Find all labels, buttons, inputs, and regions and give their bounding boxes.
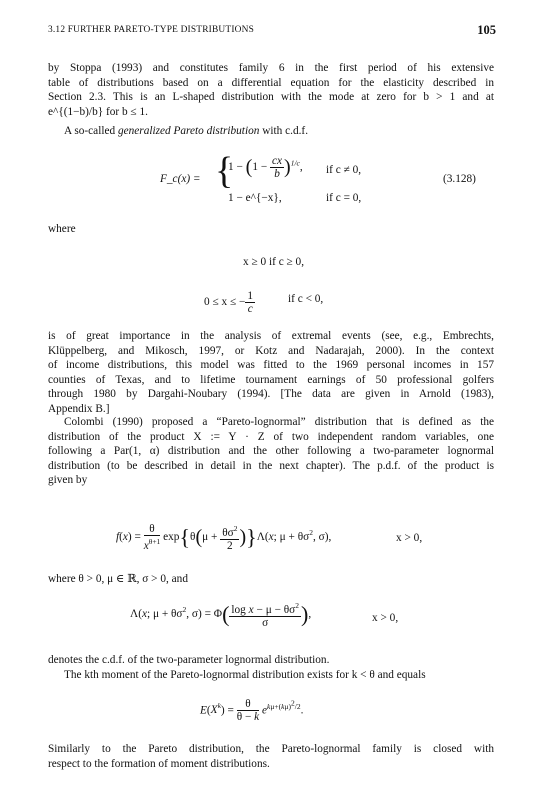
text-line: Similarly to the Pareto distribution, the Pareto-lognormal family is closed with	[48, 743, 494, 755]
text-line: Klüppelberg, and Mikosch, 1997, or Kotz and Nadarajah, 2000). In the context	[48, 344, 494, 357]
paragraph-8	[48, 742, 494, 771]
equation-case-1-condition: if c ≠ 0,	[326, 164, 362, 176]
text-line: e^{(1−b)/b} for b ≤ 1.	[48, 105, 148, 118]
text-line: given by	[48, 474, 88, 487]
text-line: table of distributions based on a differential equation for the elasticity described in	[48, 76, 494, 89]
paragraph-4	[48, 415, 494, 488]
text-line: Appendix B.]	[48, 402, 110, 415]
equation-case-2-condition: if c = 0,	[326, 192, 362, 204]
text-line: Colombi (1990) proposed a “Pareto-lognormal” distribution that is defined as the	[64, 416, 494, 428]
text-line: distribution (to be described in detail in the next chapter). The p.d.f. of the product is	[48, 459, 494, 472]
support-condition-2: 0 ≤ x ≤ − $\frac{1}{c}$	[204, 290, 254, 315]
text-span: with c.d.f.	[259, 125, 309, 137]
paragraph-2	[48, 124, 494, 139]
text-line: respect to the formation of moment distributions.	[48, 757, 270, 770]
running-header: 3.12 FURTHER PARETO-TYPE DISTRIBUTIONS	[48, 25, 255, 35]
text-line: through 1980 by Dargahi-Noubary (1994). [The data are given in Arnold (1983),	[48, 388, 494, 401]
moment-equation: $E(X^k)$ = $\frac{\theta}{\theta - k}$ $e^{k\mu+(k\mu)^2/2}$.	[200, 698, 304, 724]
text-line: counties of Texas, and to lifetime tournament earnings of 50 professional golfers	[48, 373, 494, 386]
text-span: A so-called	[64, 125, 118, 137]
text-line: of income distributions, this model was fitted to the 1969 personal incomes in 157	[48, 359, 494, 372]
text-line: by Stoppa (1993) and constitutes family 6 in the first period of his extensive	[48, 62, 494, 74]
equation-lhs: F_c(x) =	[160, 173, 201, 185]
paragraph-3	[48, 329, 494, 417]
paragraph-6: denotes the c.d.f. of the two-parameter lognormal distribution. The kth moment of the Pareto-lognormal distribution exists for k < θ and equals	[48, 654, 426, 681]
text-line: distribution of the product X := Y · Z of two independent random variables, one	[48, 430, 494, 443]
pdf-equation: f(x) = $\frac{\theta}{x^{\theta+1}}$ exp{θ(μ + $\frac{\theta\sigma^2}{2}$ )}Λ(x; $\mu + \theta\sigma^2$, σ),	[116, 523, 332, 552]
paragraph-5: where θ > 0, μ ∈ ℝ, σ > 0, and	[48, 573, 188, 585]
equation-case-2: 1 − e^{−x},	[228, 192, 282, 204]
text-line: is of great importance in the analysis of extremal events (see, e.g., Embrechts,	[48, 330, 494, 342]
text-line: following a Par(1, α) distribution and the other following a two-parameter lognormal	[48, 445, 494, 458]
brace-symbol: {	[215, 150, 234, 192]
text-line: Section 2.3. This is an L-shaped distribution with the mode at zero for b > 1 and at	[48, 91, 494, 104]
support-condition-1: x ≥ 0 if c ≥ 0,	[243, 256, 305, 268]
equation-case-1: 1 − (1 − $\frac{cx}{b}$ )$^{1/c}$,	[228, 155, 303, 180]
where-label: where	[48, 223, 76, 235]
page-number: 105	[477, 23, 496, 37]
emphasis-term: generalized Pareto distribution	[117, 125, 260, 137]
pdf-condition: x > 0,	[396, 532, 423, 544]
lognormal-cdf-condition: x > 0,	[372, 612, 399, 624]
support-condition-2-cond: if c < 0,	[288, 293, 324, 305]
lognormal-cdf-equation: Λ(x; $\mu + \theta\sigma^2$, σ) = Φ( $\frac{\log x - \mu - \theta\sigma^2}{\sigma}$ ),	[130, 601, 312, 629]
paragraph-1	[48, 61, 494, 119]
equation-number: (3.128)	[443, 173, 476, 185]
